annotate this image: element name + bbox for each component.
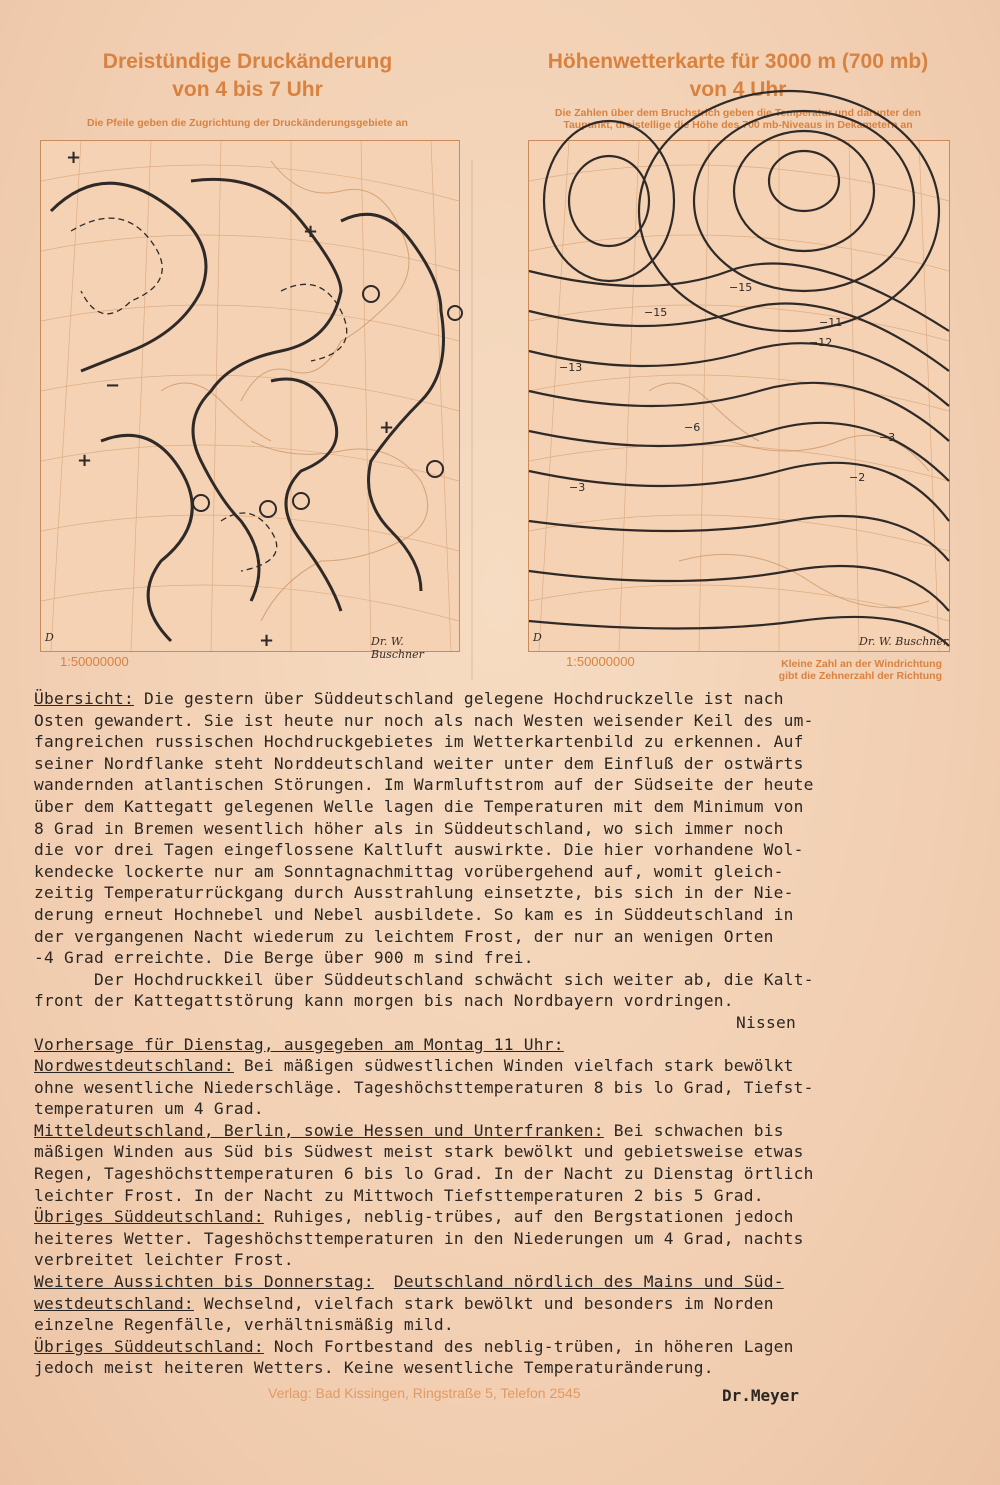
report-line: Bei mäßigen südwestlichen Winden vielfach stark bewölkt bbox=[233, 1056, 794, 1076]
upper-air-map-graphic bbox=[529, 141, 949, 651]
right-map-corner-label: D bbox=[533, 631, 542, 644]
svg-text:+: + bbox=[259, 630, 275, 651]
publisher-footer: Verlag: Bad Kissingen, Ringstraße 5, Telefon 2545 bbox=[268, 1385, 581, 1401]
report-line: verbreitet leichter Frost. bbox=[34, 1250, 294, 1270]
report-line: jedoch meist heiteren Wetters. Keine wesentliche Temperaturänderung. bbox=[34, 1358, 714, 1378]
svg-text:−3: −3 bbox=[569, 481, 586, 494]
nordwest-heading: Nordwestdeutschland: bbox=[34, 1056, 234, 1076]
right-map-title-line1: Höhenwetterkarte für 3000 m (700 mb) bbox=[547, 50, 929, 73]
upper-air-map bbox=[528, 140, 950, 652]
left-map-title-line1: Dreistündige Druckänderung bbox=[102, 50, 393, 73]
aussichten-region-heading-cont: westdeutschland: bbox=[34, 1293, 194, 1313]
right-map-subtitle-line2: Taupunkt, dreistellige die Höhe des 700 mb-Niveaus in Dekametern an bbox=[563, 119, 913, 131]
left-map-scale: 1:50000000 bbox=[60, 654, 129, 669]
report-line: Ruhiges, neblig-trübes, auf den Bergstationen jedoch bbox=[263, 1207, 794, 1227]
forecast-heading: Vorhersage für Dienstag, ausgegeben am Montag 11 Uhr: bbox=[34, 1034, 564, 1054]
svg-text:−12: −12 bbox=[809, 336, 833, 349]
right-map-note-line2: gibt die Zehnerzahl der Richtung bbox=[778, 670, 942, 682]
left-map-title bbox=[40, 48, 455, 104]
mitteldeutschland-heading: Mitteldeutschland, Berlin, sowie Hessen und Unterfranken: bbox=[34, 1120, 604, 1140]
right-map-scale: 1:50000000 bbox=[566, 654, 635, 669]
right-map-subtitle-line1: Die Zahlen über dem Bruchstrich geben die Temperatur und darunter den bbox=[554, 107, 922, 119]
report-line: heiteres Wetter. Tageshöchsttemperaturen in den Niederungen um 4 Grad, nachts bbox=[34, 1228, 804, 1248]
author-meyer: Dr.Meyer bbox=[722, 1386, 800, 1405]
report-line: Wechselnd, vielfach stark bewölkt und besonders im Norden bbox=[193, 1293, 774, 1313]
report-text bbox=[34, 688, 964, 1379]
report-line: ohne wesentliche Niederschläge. Tageshöchsttemperaturen 8 bis lo Grad, Tiefst- bbox=[34, 1077, 814, 1097]
report-line: fangreichen russischen Hochdruckgebietes im Wetterkartenbild zu erkennen. Auf bbox=[34, 732, 804, 752]
sueddeutschland-heading: Übriges Süddeutschland: bbox=[34, 1207, 264, 1227]
right-map-signature: Dr. W. Buschner bbox=[859, 635, 949, 648]
report-line: 8 Grad in Bremen wesentlich höher als in Süddeutschland, wo sich immer noch bbox=[34, 818, 784, 838]
report-line: Osten gewandert. Sie ist heute nur noch als nach Westen weisender Keil des um- bbox=[34, 710, 814, 730]
report-line: Noch Fortbestand des neblig-trüben, in höheren Lagen bbox=[263, 1336, 794, 1356]
svg-text:−15: −15 bbox=[729, 281, 753, 294]
svg-text:+: + bbox=[77, 450, 93, 471]
svg-text:+: + bbox=[66, 147, 82, 168]
report-line: Regen, Tageshöchsttemperaturen 6 bis lo Grad. In der Nacht zu Dienstag örtlich bbox=[34, 1164, 814, 1184]
right-map-note-line1: Kleine Zahl an der Windrichtung bbox=[781, 658, 942, 670]
aussichten-heading: Weitere Aussichten bis Donnerstag: bbox=[34, 1272, 374, 1292]
svg-text:−15: −15 bbox=[644, 306, 668, 319]
report-line: -4 Grad erreichte. Die Berge über 900 m sind frei. bbox=[34, 948, 534, 968]
report-line: seiner Nordflanke steht Norddeutschland weiter unter dem Einfluß der ostwärts bbox=[34, 753, 804, 773]
svg-text:−11: −11 bbox=[819, 316, 843, 329]
report-line: wandernden atlantischen Störungen. Im Warmluftstrom auf der Südseite der heute bbox=[34, 775, 814, 795]
svg-text:−13: −13 bbox=[559, 361, 583, 374]
report-line: Die gestern über Süddeutschland gelegene Hochdruckzelle ist nach bbox=[133, 689, 784, 708]
author-nissen: Nissen bbox=[736, 1012, 796, 1032]
report-line: front der Kattegattstörung kann morgen bis nach Nordbayern vordringen. bbox=[34, 991, 734, 1011]
svg-text:+: + bbox=[303, 221, 319, 242]
svg-text:−: − bbox=[105, 375, 121, 396]
uebersicht-heading: Übersicht: bbox=[34, 689, 134, 708]
right-map-note bbox=[680, 658, 942, 682]
pressure-change-map bbox=[40, 140, 460, 661]
report-line: Der Hochdruckkeil über Süddeutschland schwächt sich weiter ab, die Kalt- bbox=[94, 969, 814, 989]
svg-text:+: + bbox=[379, 417, 395, 438]
left-map-subtitle: Die Pfeile geben die Zugrichtung der Druckänderungsgebiete an bbox=[87, 117, 408, 129]
report-line: einzelne Regenfälle, verhältnismäßig mild. bbox=[34, 1315, 454, 1335]
report-line: die vor drei Tagen eingeflossene Kaltluft auswirkte. Die hier vorhandene Wol- bbox=[34, 840, 804, 860]
report-line: der vergangenen Nacht wiederum zu leichtem Frost, der nur an wenigen Orten bbox=[34, 926, 774, 946]
report-line: Bei schwachen bis bbox=[603, 1120, 784, 1140]
report-line: leichter Frost. In der Nacht zu Mittwoch Tiefsttemperaturen 2 bis 5 Grad. bbox=[34, 1185, 764, 1205]
left-map-title-line2: von 4 bis 7 Uhr bbox=[172, 78, 323, 101]
report-line: zeitig Temperaturrückgang durch Ausstrahlung einsetzte, bis sich in der Nie- bbox=[34, 883, 794, 903]
report-line: mäßigen Winden aus Süd bis Südwest meist stark bewölkt und gebietsweise etwas bbox=[34, 1142, 804, 1162]
svg-text:−3: −3 bbox=[879, 431, 896, 444]
report-line: derung erneut Hochnebel und Nebel ausbildete. So kam es in Süddeutschland in bbox=[34, 904, 794, 924]
fold-shadow bbox=[471, 160, 473, 680]
pressure-change-map-graphic bbox=[41, 141, 459, 651]
report-line: kendecke lockerte nur am Sonntagnachmittag vorübergehend auf, womit gleich- bbox=[34, 861, 784, 881]
right-map-title-line2: von 4 Uhr bbox=[689, 78, 787, 101]
aussichten-region-heading: Deutschland nördlich des Mains und Süd- bbox=[393, 1272, 784, 1292]
right-map-title bbox=[528, 48, 948, 104]
svg-text:−2: −2 bbox=[849, 471, 866, 484]
left-map-corner-label: D bbox=[45, 631, 54, 644]
report-line: über dem Kattegatt gelegenen Welle lagen die Temperaturen mit dem Minimum von bbox=[34, 796, 804, 816]
left-map-signature: Dr. W. Buschner bbox=[371, 635, 424, 661]
report-line: temperaturen um 4 Grad. bbox=[34, 1099, 264, 1119]
uebriges-sueddeutschland-heading: Übriges Süddeutschland: bbox=[34, 1336, 264, 1356]
svg-text:−6: −6 bbox=[684, 421, 701, 434]
